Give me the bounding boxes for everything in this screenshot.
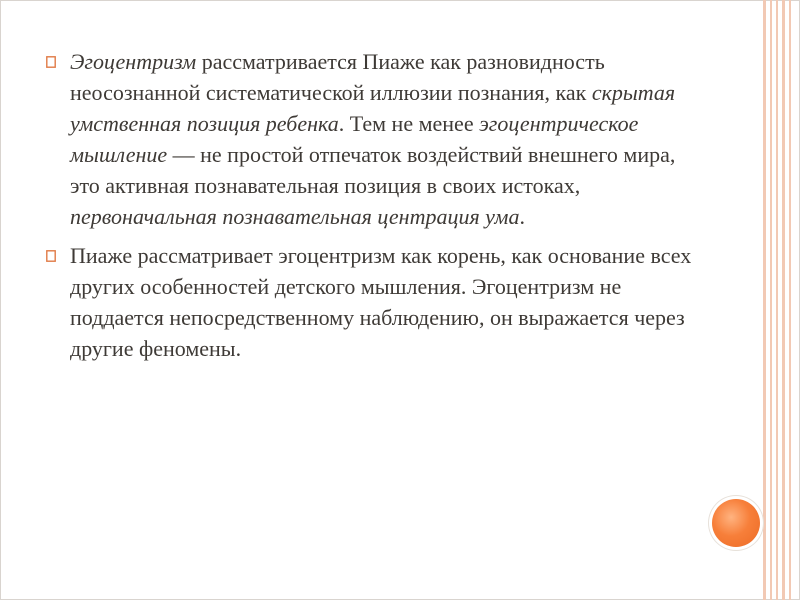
decorative-stripe xyxy=(782,0,785,600)
decorative-stripe xyxy=(789,0,791,600)
decorative-stripe xyxy=(770,0,772,600)
text-segment: . xyxy=(519,204,525,229)
text-segment: первоначальная познавательная центрация ума xyxy=(70,204,520,229)
bullet-outline-icon xyxy=(46,250,56,262)
bullet-item xyxy=(46,240,696,364)
bullet-outline-icon xyxy=(46,56,56,68)
orange-circle-decoration xyxy=(712,499,760,547)
bullet-item xyxy=(46,46,696,232)
text-segment: эгоцентрическое мышление xyxy=(70,111,639,167)
text-segment: — не простой отпечаток воздействий внешнего мира, это активная познавательная позиция в своих истоках, xyxy=(70,142,676,198)
text-segment: скрытая умственная позиция ребенка xyxy=(70,80,676,136)
text-segment: Эгоцентризм xyxy=(70,49,197,74)
text-segment: рассматривается Пиаже как разновидность неосознанной систематической иллюзии познания, как xyxy=(70,49,605,105)
decorative-stripe xyxy=(763,0,766,600)
text-segment: Пиаже рассматривает эгоцентризм как корень, как основание всех других особенностей детского мышления. Эгоцентризм не поддается непосредственному наблюдению, он выражается через другие феномены. xyxy=(70,243,692,361)
slide-body xyxy=(46,46,696,372)
text-segment: . Тем не менее xyxy=(338,111,480,136)
bullet-text xyxy=(70,49,675,229)
decorative-stripe xyxy=(776,0,778,600)
bullet-text xyxy=(70,243,691,361)
